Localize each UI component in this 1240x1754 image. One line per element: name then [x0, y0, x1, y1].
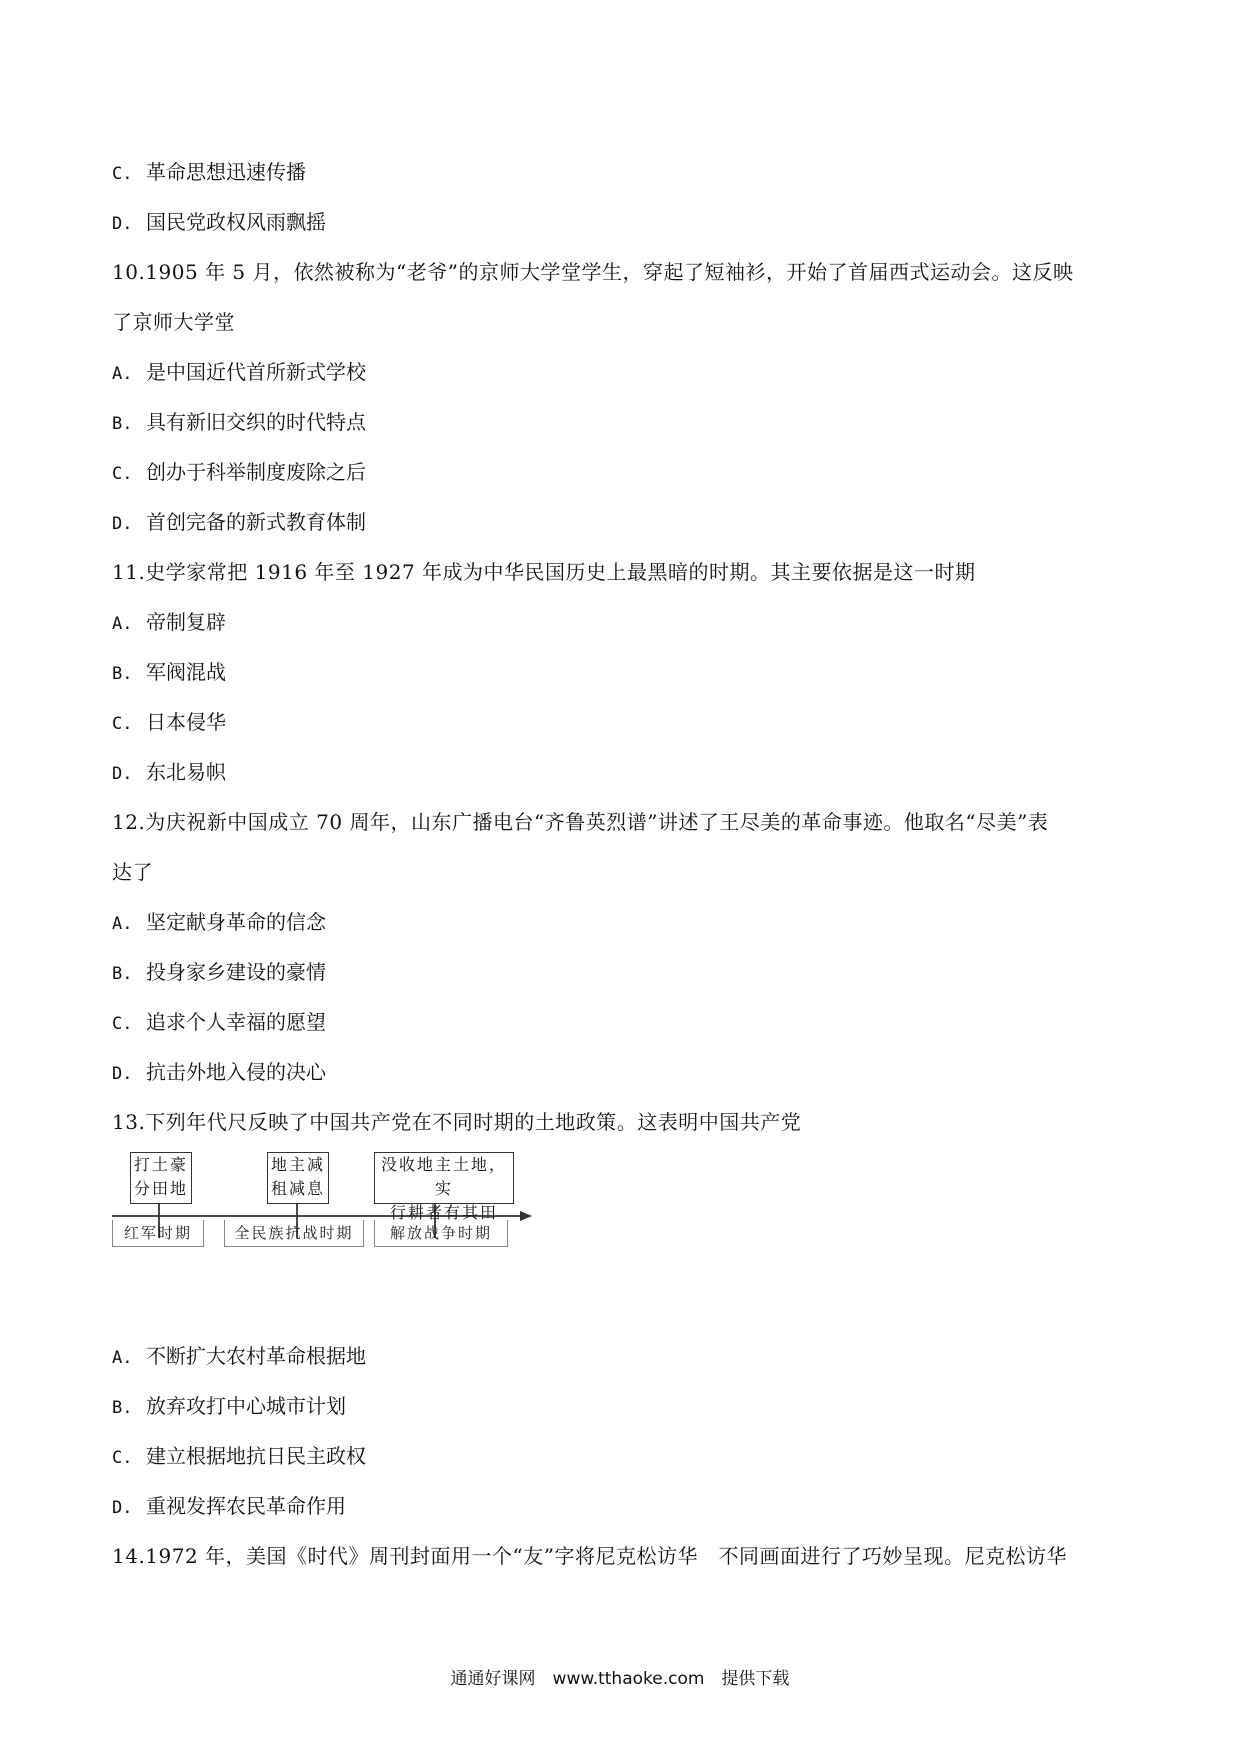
option-d: D. 东北易帜 [112, 760, 226, 784]
question-10-stem: 10.1905 年 5 月，依然被称为“老爷”的京师大学堂学生，穿起了短袖衫，开始了首届西式运动会。这反映 [112, 260, 1074, 284]
question-14-stem: 14.1972 年，美国《时代》周刊封面用一个“友”字将尼克松访华 不同画面进行了巧妙呈现。尼克松访华 [112, 1544, 1068, 1568]
option-c: C. 革命思想迅速传播 [112, 160, 306, 184]
period-label-liberation-war: 解放战争时期 [374, 1220, 508, 1247]
question-13-stem: 13.下列年代尺反映了中国共产党在不同时期的土地政策。这表明中国共产党 [112, 1110, 802, 1134]
option-c: C. 日本侵华 [112, 710, 226, 734]
option-a: A. 是中国近代首所新式学校 [112, 360, 366, 384]
question-12-stem: 12.为庆祝新中国成立 70 周年，山东广播电台“齐鲁英烈谱”讲述了王尽美的革命事迹。他取名“尽美”表 [112, 810, 1049, 834]
land-policy-timeline [112, 1142, 532, 1262]
option-b: B. 军阀混战 [112, 660, 226, 684]
question-10-stem-cont: 了京师大学堂 [112, 310, 235, 334]
policy-box-anti-japanese: 地主减 租减息 [267, 1152, 329, 1204]
option-a: A. 坚定献身革命的信念 [112, 910, 326, 934]
option-d: D. 首创完备的新式教育体制 [112, 510, 366, 534]
question-12-stem-cont: 达了 [112, 860, 153, 884]
option-b: B. 放弃攻打中心城市计划 [112, 1394, 346, 1418]
option-b: B. 具有新旧交织的时代特点 [112, 410, 366, 434]
option-d: D. 抗击外地入侵的决心 [112, 1060, 326, 1084]
option-d: D. 重视发挥农民革命作用 [112, 1494, 346, 1518]
policy-box-red-army: 打土豪 分田地 [130, 1152, 192, 1204]
option-c: C. 创办于科举制度废除之后 [112, 460, 366, 484]
period-label-red-army: 红军时期 [112, 1220, 204, 1247]
option-c: C. 建立根据地抗日民主政权 [112, 1444, 366, 1468]
option-a: A. 不断扩大农村革命根据地 [112, 1344, 366, 1368]
question-11-stem: 11.史学家常把 1916 年至 1927 年成为中华民国历史上最黑暗的时期。其主要依据是这一时期 [112, 560, 976, 584]
option-d: D. 国民党政权风雨飘摇 [112, 210, 326, 234]
option-b: B. 投身家乡建设的豪情 [112, 960, 326, 984]
page-footer: 通通好课网 www.tthaoke.com 提供下载 [450, 1669, 790, 1689]
period-label-anti-japanese: 全民族抗战时期 [224, 1220, 364, 1247]
policy-box-liberation-war: 没收地主土地，实 行耕者有其田 [374, 1152, 514, 1204]
option-c: C. 追求个人幸福的愿望 [112, 1010, 326, 1034]
option-a: A. 帝制复辟 [112, 610, 226, 634]
